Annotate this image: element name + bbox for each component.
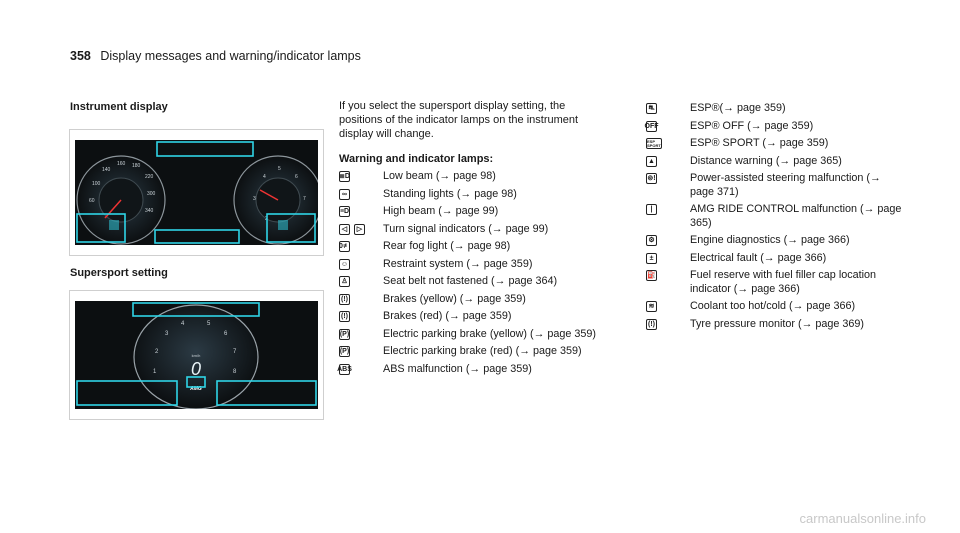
standing-lights-icon: ∞ xyxy=(339,189,350,200)
lamp-description: ABS malfunction (→ page 359) xyxy=(383,362,532,375)
lamp-description: Electric parking brake (yellow) (→ page 359) xyxy=(383,327,597,340)
parking-brake-red-icon: (P) xyxy=(339,348,350,355)
lamp-row xyxy=(339,240,599,254)
lamp-description: Distance warning (→ page 365) xyxy=(690,154,842,167)
esp-sport-icon: ESP SPORT xyxy=(647,138,661,148)
rpm-tick-label: 2 xyxy=(265,216,268,222)
lamp-row xyxy=(339,345,599,359)
supersport-image xyxy=(75,301,318,409)
page-header xyxy=(70,49,361,63)
lamp-row xyxy=(339,205,599,219)
speed-tick-label: 140 xyxy=(102,167,111,173)
speed-tick-label: 60 xyxy=(89,198,95,204)
gear-readout: 0 xyxy=(190,359,202,379)
lamp-row xyxy=(646,300,906,314)
lamp-description: AMG RIDE CONTROL malfunction (→ page 365) xyxy=(690,203,902,229)
speed-tick-label: 160 xyxy=(117,161,126,167)
lamp-description: Power-assisted steering malfunction (→ page 371) xyxy=(690,172,881,198)
indicator-zone-bottom xyxy=(155,230,239,243)
rpm-tick-label: 3 xyxy=(165,331,169,337)
lamp-row xyxy=(646,137,906,151)
lamp-row xyxy=(646,318,906,332)
lamp-description: Fuel reserve with fuel filler cap location indicator (→ page 366) xyxy=(690,269,877,295)
tyre-pressure-icon: (!) xyxy=(648,320,655,328)
lamp-description: ESP®(→ page 359) xyxy=(690,102,786,114)
rpm-tick-label: 2 xyxy=(155,349,159,355)
rpm-tick-label: 1 xyxy=(153,369,157,375)
abs-icon: ABS xyxy=(337,365,352,373)
lamp-row xyxy=(339,258,599,272)
instrument-display-image xyxy=(75,140,318,245)
rpm-tick-label: 6 xyxy=(295,174,298,180)
lamp-description: Restraint system (→ page 359) xyxy=(383,257,533,270)
speed-tick-label: 220 xyxy=(145,174,154,180)
lamp-description: Electrical fault (→ page 366) xyxy=(690,251,827,264)
amg-ride-control-icon: | xyxy=(646,204,657,215)
page-number: 358 xyxy=(70,49,91,63)
lamp-row xyxy=(339,223,599,237)
restraint-system-icon: ☺ xyxy=(340,260,349,268)
lamp-row xyxy=(339,170,599,184)
rpm-tick-label: 4 xyxy=(263,174,266,180)
rpm-tick-label: 7 xyxy=(303,196,306,202)
electrical-fault-icon: ± xyxy=(646,253,657,264)
lamp-description: Coolant too hot/cold (→ page 366) xyxy=(690,300,856,312)
speed-unit: km/h xyxy=(191,353,201,358)
lamp-description: Electric parking brake (red) (→ page 359) xyxy=(383,345,582,357)
lamp-row xyxy=(646,269,906,296)
engine-diagnostics-icon: ⚙ xyxy=(646,235,657,246)
rear-fog-light-icon: 0≢ xyxy=(339,243,350,250)
instrument-display-title: Instrument display xyxy=(70,101,168,113)
speed-tick-label: 300 xyxy=(147,191,156,197)
indicator-zone-top xyxy=(157,142,253,156)
rpm-tick-label: 8 xyxy=(233,369,237,375)
brakes-red-icon: (!) xyxy=(341,313,348,320)
lamp-description: High beam (→ page 99) xyxy=(383,205,499,217)
lamp-description: Engine diagnostics (→ page 366) xyxy=(690,234,850,246)
lamp-description: ESP® OFF (→ page 359) xyxy=(690,119,814,132)
lamp-row xyxy=(646,203,906,230)
lamp-row xyxy=(646,252,906,266)
lamp-description: ESP® SPORT (→ page 359) xyxy=(690,137,829,149)
rpm-tick-label: 6 xyxy=(224,331,228,337)
speed-tick-label: 340 xyxy=(145,208,154,214)
speed-tick-label: 180 xyxy=(132,163,141,169)
intro-paragraph: If you select the supersport display setting, the positions of the indicator lamps on the instrument display will change. xyxy=(339,100,579,140)
lamp-row xyxy=(339,328,599,342)
turn-signal-icon: ◁ xyxy=(339,224,350,235)
parking-brake-yellow-icon: (P) xyxy=(339,330,350,338)
amg-logo: AMG xyxy=(190,386,202,392)
distance-warning-icon: ▲ xyxy=(646,156,657,167)
lamp-row xyxy=(339,310,599,324)
rpm-tick-label: 4 xyxy=(181,321,185,327)
watermark-text: carmanualsonline.info xyxy=(799,511,926,526)
lamp-row xyxy=(646,120,906,134)
brakes-yellow-icon: (!) xyxy=(341,295,348,303)
lamp-description: Rear fog light (→ page 98) xyxy=(383,240,511,252)
lamp-description: Tyre pressure monitor (→ page 369) xyxy=(690,317,865,330)
seat-belt-icon: ♙ xyxy=(339,276,350,287)
page-header-title: Display messages and warning/indicator lamps xyxy=(100,49,361,63)
lamp-description: Low beam (→ page 98) xyxy=(383,170,496,182)
lamp-row xyxy=(339,363,599,377)
lamp-row xyxy=(646,234,906,248)
lamp-list-right xyxy=(646,102,906,335)
warning-lamps-heading: Warning and indicator lamps: xyxy=(339,153,494,165)
speed-tick-label: 100 xyxy=(92,181,101,187)
rpm-tick-label: 7 xyxy=(233,349,237,355)
turn-signal-icon: ▷ xyxy=(354,224,365,235)
supersport-setting-title: Supersport setting xyxy=(70,267,168,279)
fuel-reserve-icon: ⛽ xyxy=(647,272,656,279)
supersport-figure xyxy=(69,290,324,420)
high-beam-icon: ≡D xyxy=(339,208,350,215)
lamp-row xyxy=(646,102,906,116)
lamp-description: Turn signal indicators (→ page 99) xyxy=(383,222,549,235)
lamp-row xyxy=(339,293,599,307)
lamp-description: Brakes (yellow) (→ page 359) xyxy=(383,292,526,305)
power-steering-icon: ⊚! xyxy=(647,175,656,182)
rpm-tick-label: 5 xyxy=(278,166,281,172)
lamp-row xyxy=(646,155,906,169)
esp-off-icon: OFF xyxy=(644,122,659,130)
lamp-description: Standing lights (→ page 98) xyxy=(383,187,517,200)
lamp-row xyxy=(646,172,906,199)
lamp-description: Seat belt not fastened (→ page 364) xyxy=(383,275,558,287)
instrument-display-figure xyxy=(69,129,324,256)
low-beam-icon: ≣D xyxy=(339,173,350,180)
lamp-description: Brakes (red) (→ page 359) xyxy=(383,310,512,322)
coolant-icon: ≋ xyxy=(646,301,657,312)
rpm-tick-label: 5 xyxy=(207,321,211,327)
esp-icon: ⛐ xyxy=(646,103,657,114)
lamp-row xyxy=(339,275,599,289)
lamp-row xyxy=(339,188,599,202)
rpm-tick-label: 3 xyxy=(253,196,256,202)
lamp-list-left xyxy=(339,170,599,380)
